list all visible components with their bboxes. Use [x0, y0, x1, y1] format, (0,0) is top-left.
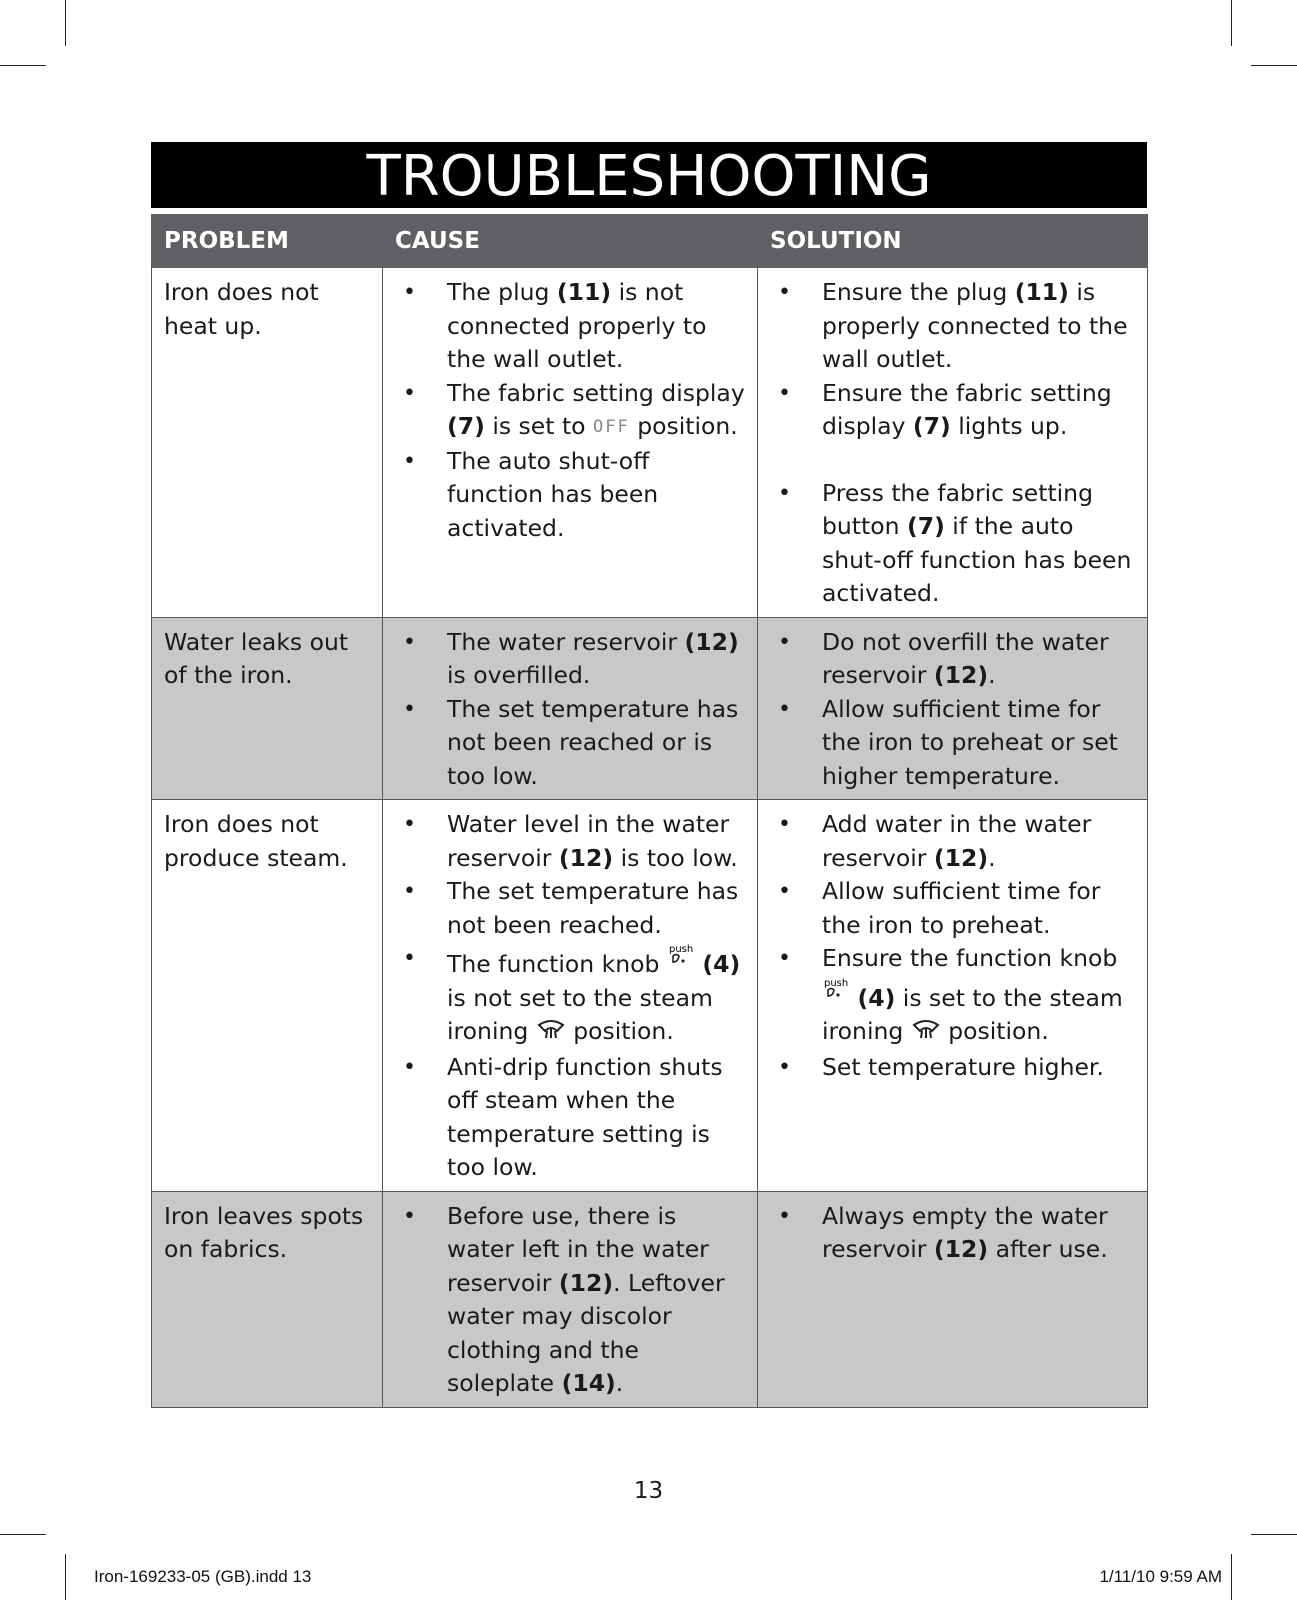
- file-slug: Iron-169233-05 (GB).indd 13: [94, 1567, 312, 1586]
- list-item: • The fabric setting display (7) is set to OFF position.: [395, 377, 749, 445]
- list-item: • Ensure the plug (11) is properly connected to the wall outlet.: [770, 276, 1139, 377]
- list-item: • The water reservoir (12) is overfilled.: [395, 626, 749, 693]
- crop-mark: [1251, 65, 1297, 66]
- crop-mark: [1231, 0, 1232, 46]
- cause-cell: [383, 268, 758, 618]
- problem-text: Iron does not: [164, 278, 319, 306]
- crop-mark: [0, 65, 46, 66]
- list-item: • Before use, there is water left in the water reservoir (12). Leftover water may discolor clothing and the soleplate (14).: [395, 1200, 749, 1401]
- page-number: 13: [633, 1478, 664, 1504]
- push-knob-icon: [667, 942, 695, 978]
- list-item: • The function knob push (4) is not set to the steam ironing position.: [395, 942, 749, 1051]
- problem-text: Iron leaves spots: [164, 1201, 364, 1230]
- table-header-row: [152, 215, 1148, 268]
- problem-cell: [152, 800, 383, 1192]
- list-item: • Ensure the function knob push (4) is set to the steam ironing position.: [770, 942, 1139, 1051]
- list-item: • Set temperature higher.: [770, 1051, 1139, 1085]
- crop-mark: [0, 1534, 46, 1535]
- header-solution: SOLUTION: [758, 215, 1148, 268]
- list-item: • Press the fabric setting button (7) if the auto shut-off function has been activated.: [770, 477, 1139, 611]
- list-item: • Ensure the fabric setting display (7) lights up.: [770, 377, 1139, 444]
- list-item: • Water level in the water reservoir (12) is too low.: [395, 808, 749, 875]
- off-display-icon: OFF: [593, 417, 630, 437]
- steam-ironing-icon: [536, 1017, 566, 1051]
- date-slug: 1/11/10 9:59 AM: [1099, 1567, 1222, 1586]
- steam-ironing-icon: [911, 1017, 941, 1051]
- table-row: [152, 800, 1148, 1192]
- solution-cell: [758, 800, 1148, 1192]
- cause-cell: [383, 800, 758, 1192]
- list-item: • The set temperature has not been reached or is too low.: [395, 693, 749, 794]
- cause-cell: [383, 617, 758, 800]
- svg-text:push: push: [668, 944, 694, 955]
- problem-text: of the iron.: [164, 661, 293, 689]
- table-row: [152, 268, 1148, 618]
- solution-cell: [758, 1191, 1148, 1407]
- list-item: • Do not overfill the water reservoir (12).: [770, 626, 1139, 693]
- table-row: [152, 617, 1148, 800]
- problem-text: heat up.: [164, 311, 262, 340]
- problem-text: produce steam.: [164, 843, 348, 872]
- push-knob-icon: [822, 976, 850, 1012]
- problem-text: on fabrics.: [164, 1235, 288, 1263]
- svg-text:push: push: [824, 977, 849, 989]
- list-item: • Anti-drip function shuts off steam when the temperature setting is too low.: [395, 1051, 749, 1185]
- problem-cell: [152, 617, 383, 800]
- crop-mark: [1251, 1534, 1297, 1535]
- list-item: • Allow sufficient time for the iron to preheat.: [770, 875, 1139, 942]
- list-item: • Add water in the water reservoir (12).: [770, 808, 1139, 875]
- problem-text: Water leaks out: [164, 627, 349, 656]
- list-item: • The auto shut-off function has been activated.: [395, 445, 749, 546]
- crop-mark: [65, 1554, 66, 1600]
- header-problem: PROBLEM: [152, 215, 383, 268]
- list-item: • The set temperature has not been reached.: [395, 875, 749, 942]
- solution-cell: [758, 268, 1148, 618]
- solution-cell: [758, 617, 1148, 800]
- list-item: • The plug (11) is not connected properly to the wall outlet.: [395, 276, 749, 377]
- problem-text: Iron does not: [164, 810, 319, 838]
- list-item: • Always empty the water reservoir (12) after use.: [770, 1200, 1139, 1267]
- page-title: TROUBLESHOOTING: [366, 144, 932, 209]
- list-item: • Allow sufficient time for the iron to preheat or set higher temperature.: [770, 693, 1139, 794]
- problem-cell: [152, 268, 383, 618]
- header-cause: CAUSE: [383, 215, 758, 268]
- troubleshooting-table: [151, 214, 1148, 1408]
- cause-cell: [383, 1191, 758, 1407]
- title-banner: [151, 142, 1147, 208]
- table-row: [152, 1191, 1148, 1407]
- crop-mark: [1231, 1554, 1232, 1600]
- problem-cell: [152, 1191, 383, 1407]
- crop-mark: [65, 0, 66, 46]
